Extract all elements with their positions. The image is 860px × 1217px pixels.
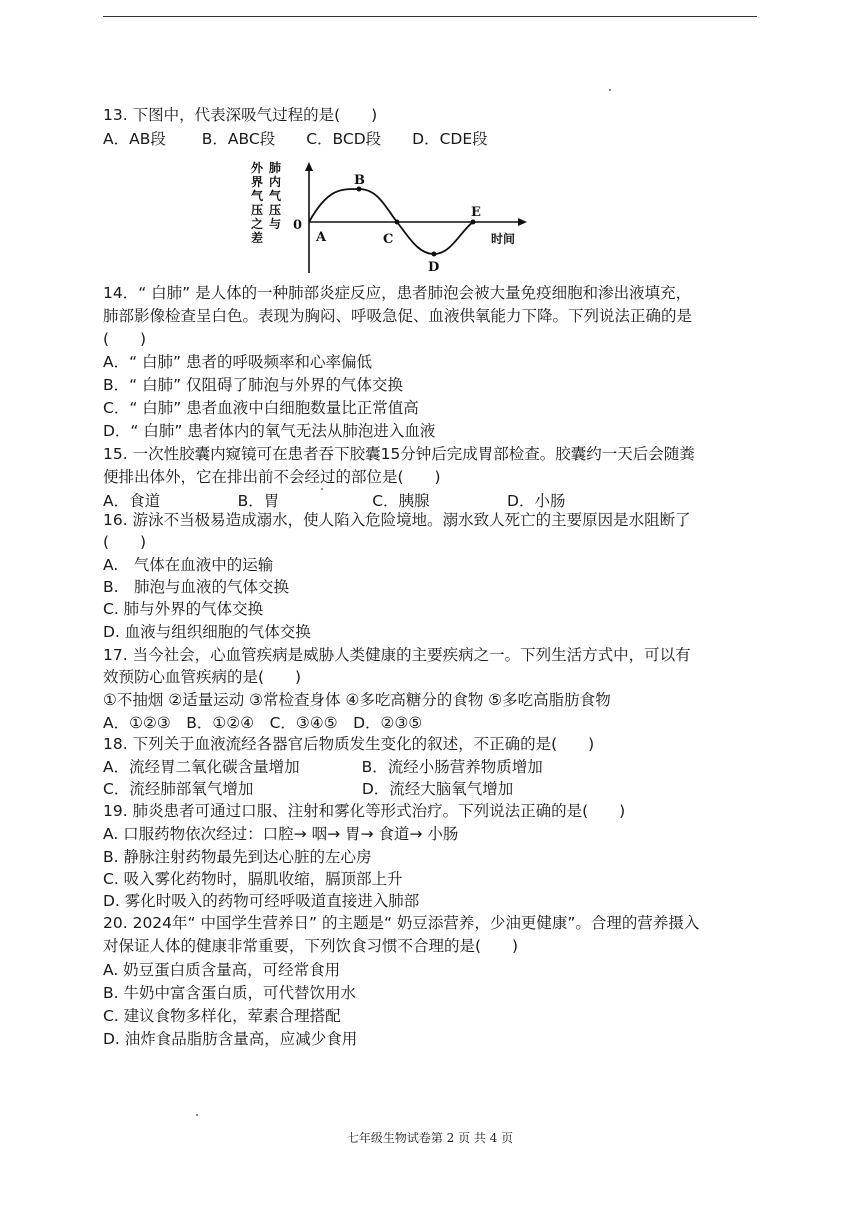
q18-stem: 18. 下列关于血液流经各器官后物质发生变化的叙述，不正确的是( ) [103,735,595,753]
q17-options: A．①②③ B．①②④ C．③④⑤ D．②③⑤ [103,714,423,732]
q16-stem-line1: 16. 游泳不当极易造成溺水，使人陷入危险境地。溺水致人死亡的主要原因是水阻断了 [103,511,691,529]
q14-stem-line1: 14．“ 白肺” 是人体的一种肺部炎症反应，患者肺泡会被大量免疫细胞和渗出液填充， [103,284,692,302]
q13-options: A．AB段 B．ABC段 C．BCD段 D．CDE段 [103,130,488,148]
q15-stem-line1: 15. 一次性胶囊内窥镜可在患者吞下胶囊15分钟后完成胃部检查。胶囊约一天后会随粪 [103,445,695,463]
q15-stem-line2: 便排出体外，它在排出前不会经过的部位是( ) [103,468,441,486]
graph-zero-label: 0 [293,218,303,233]
q14-option-a: A．“ 白肺” 患者的呼吸频率和心率偏低 [103,353,373,371]
q19-option-c: C. 吸入雾化药物时，膈肌收缩，膈顶部上升 [103,870,403,888]
q14-option-c: C．“ 白肺” 患者血液中白细胞数量比正常值高 [103,399,419,417]
stray-dot [196,1114,198,1116]
graph-ylabel-col2-3: 压 [269,203,282,217]
q18-options-row2: C．流经肺部氧气增加 D．流经大脑氧气增加 [103,780,514,798]
graph-point-e-dot [471,220,476,225]
q20-option-c: C. 建议食物多样化，荤素合理搭配 [103,1007,341,1025]
graph-ylabel-col1-2: 气 [251,189,264,203]
q16-option-a: A. 气体在血液中的运输 [103,556,274,574]
q20-option-b: B. 牛奶中富含蛋白质，可代替饮用水 [103,984,356,1002]
graph-x-arrow [518,218,527,226]
q16-option-b: B. 肺泡与血液的气体交换 [103,578,290,596]
q18-options-row1: A．流经胃二氧化碳含量增加 B．流经小肠营养物质增加 [103,758,543,776]
stray-dot [321,488,323,490]
q14-option-b: B．“ 白肺” 仅阻碍了肺泡与外界的气体交换 [103,376,404,394]
stray-dot [609,89,611,91]
graph-y-arrow [305,162,313,171]
q19-option-a: A. 口服药物依次经过：口腔→ 咽→ 胃→ 食道→ 小肠 [103,825,459,843]
graph-ylabel-col2-1: 内 [269,175,282,189]
q20-option-d: D. 油炸食品脂肪含量高，应减少食用 [103,1030,358,1048]
q17-stem-line2: 效预防心血管疾病的是( ) [103,668,302,686]
header-rule [103,16,757,17]
graph-ylabel-col1-3: 压 [251,203,264,217]
graph-point-d: D [428,260,440,275]
graph-ylabel-col1-1: 界 [251,175,264,189]
page-footer: 七年级生物试卷第 2 页 共 4 页 [346,1131,514,1145]
q16-stem-line2: ( ) [103,533,147,551]
graph-point-a: A [316,230,327,245]
graph-ylabel-col2-4: 与 [269,217,282,231]
lung-pressure-graph [238,158,528,278]
q14-option-d: D．“ 白肺” 患者体内的氧气无法从肺泡进入血液 [103,422,436,440]
q17-stem-line1: 17. 当今社会，心血管疾病是威胁人类健康的主要疾病之一。下列生活方式中，可以有 [103,646,691,664]
graph-ylabel-col2-0: 肺 [269,161,282,175]
q16-option-d: D. 血液与组织细胞的气体交换 [103,623,311,641]
graph-point-c-dot [395,220,400,225]
q19-option-b: B. 静脉注射药物最先到达心脏的左心房 [103,848,372,866]
q17-items: ①不抽烟 ②适量运动 ③常检查身体 ④多吃高糖分的食物 ⑤多吃高脂肪食物 [103,691,611,709]
q20-stem-line1: 20. 2024年“ 中国学生营养日” 的主题是“ 奶豆添营养，少油更健康”。合理的营养摄入 [103,914,700,932]
q19-stem: 19. 肺炎患者可通过口服、注射和雾化等形式治疗。下列说法正确的是( ) [103,802,626,820]
graph-point-b: B [354,173,365,188]
q20-option-a: A. 奶豆蛋白质含量高，可经常食用 [103,961,341,979]
q20-stem-line2: 对保证人体的健康非常重要，下列饮食习惯不合理的是( ) [103,937,519,955]
q19-option-d: D. 雾化时吸入的药物可经呼吸道直接进入肺部 [103,892,420,910]
q13-stem: 13. 下图中，代表深吸气过程的是( ) [103,106,378,124]
graph-ylabel-col1-5: 差 [251,231,264,245]
graph-ylabel-col2-2: 气 [269,189,282,203]
graph-point-d-dot [432,252,437,257]
graph-ylabel-col1-4: 之 [251,217,264,231]
graph-point-c: C [383,232,394,247]
q14-stem-line3: ( ) [103,330,147,348]
graph-point-e: E [471,205,481,220]
q14-stem-line2: 肺部影像检查呈白色。表现为胸闷、呼吸急促、血液供氧能力下降。下列说法正确的是 [103,307,693,325]
graph-ylabel-col1-0: 外 [251,161,264,175]
q15-options: A．食道 B．胃 C．胰腺 D．小肠 [103,492,566,510]
graph-x-label: 时间 [491,232,516,246]
q16-option-c: C. 肺与外界的气体交换 [103,600,264,618]
